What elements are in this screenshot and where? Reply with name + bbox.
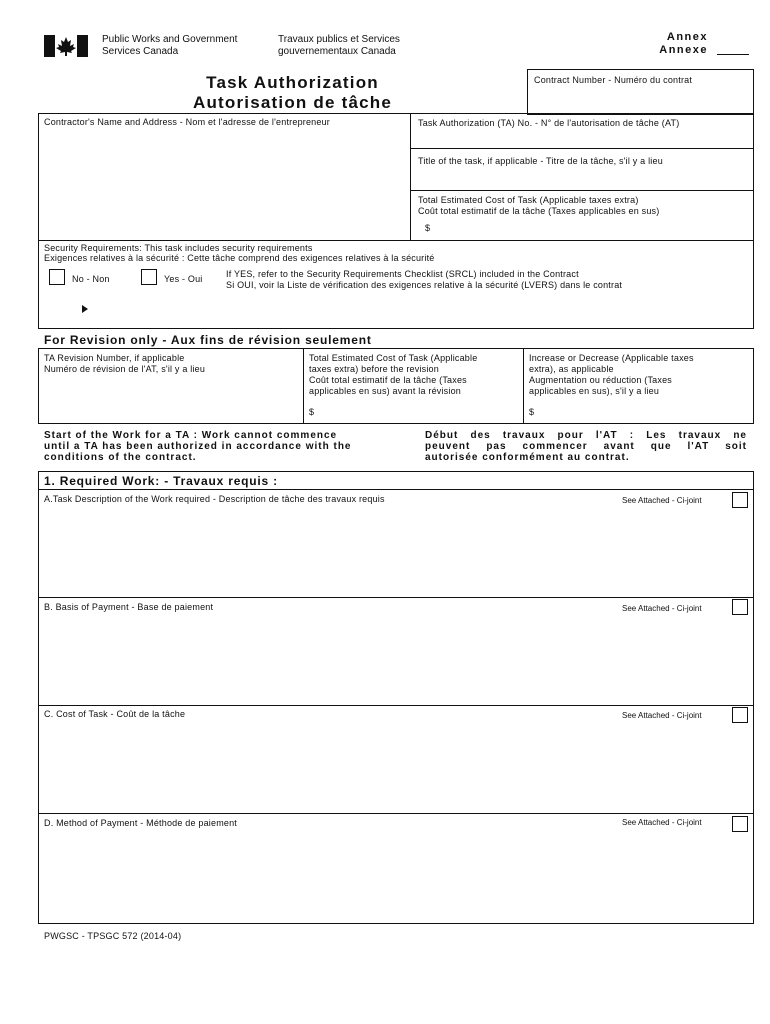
see-attached-label: See Attached - Ci-joint: [622, 818, 702, 827]
method-of-payment-attached-checkbox[interactable]: [732, 816, 748, 832]
task-description-label: A.Task Description of the Work required - Description de tâche des travaux requis: [44, 494, 385, 504]
revision-heading: For Revision only - Aux fins de révision seulement: [44, 333, 372, 347]
security-no-checkbox[interactable]: [49, 269, 65, 285]
cost-of-task-attached-checkbox[interactable]: [732, 707, 748, 723]
cost-before-revision-label: Total Estimated Cost of Task (Applicable taxes extra) before the revision Coût total estimatif de la tâche (Taxes applicables en sus) avant la révision: [309, 353, 478, 396]
ta-number-label: Task Authorization (TA) No. - N° de l'autorisation de tâche (AT): [418, 118, 680, 128]
basis-of-payment-label: B. Basis of Payment - Base de paiement: [44, 602, 214, 612]
see-attached-label: See Attached - Ci-joint: [622, 604, 702, 613]
increase-decrease-currency: $: [529, 407, 535, 417]
total-cost-label: Total Estimated Cost of Task (Applicable taxes extra) Coût total estimatif de la tâche (Taxes applicables en sus): [418, 195, 660, 216]
method-of-payment-label: D. Method of Payment - Méthode de paiement: [44, 818, 238, 828]
see-attached-label: See Attached - Ci-joint: [622, 496, 702, 505]
start-of-work-notice-fr: Début des travaux pour l'AT : Les travaux ne peuvent pas commencer avant que l'AT soit autorisée conformément au contrat.: [425, 430, 747, 463]
security-note: If YES, refer to the Security Requirements Checklist (SRCL) included in the Contract Si OUI, voir la Liste de vérification des exigences relative à la sécurité (LVERS) dans le contrat: [226, 269, 623, 290]
cost-before-revision-currency: $: [309, 407, 315, 417]
task-description-field[interactable]: [39, 490, 753, 596]
cost-of-task-field[interactable]: [39, 706, 753, 812]
security-yes-checkbox[interactable]: [141, 269, 157, 285]
contractor-name-address-field[interactable]: [39, 114, 409, 239]
annex-label: Annex Annexe: [659, 31, 708, 56]
start-of-work-notice-en: Start of the Work for a TA : Work cannot commence until a TA has been authorized in accordance with the conditions of the contract.: [44, 430, 352, 463]
total-cost-currency: $: [425, 223, 431, 233]
task-title-label: Title of the task, if applicable - Titre de la tâche, s'il y a lieu: [418, 156, 663, 166]
basis-of-payment-attached-checkbox[interactable]: [732, 599, 748, 615]
security-yes-label: Yes - Oui: [164, 274, 203, 284]
security-no-label: No - Non: [72, 274, 110, 284]
contractor-label: Contractor's Name and Address - Nom et l'adresse de l'entrepreneur: [44, 117, 330, 127]
see-attached-label: See Attached - Ci-joint: [622, 711, 702, 720]
cost-of-task-label: C. Cost of Task - Coût de la tâche: [44, 709, 186, 719]
contract-number-label: Contract Number - Numéro du contrat: [534, 75, 693, 85]
ta-revision-label: TA Revision Number, if applicable Numéro de révision de l'AT, s'il y a lieu: [44, 353, 206, 374]
dept-name-en: Public Works and Government Services Canada: [102, 34, 238, 57]
basis-of-payment-field[interactable]: [39, 598, 753, 704]
annex-line[interactable]: [717, 54, 749, 55]
security-requirements-label: Security Requirements: This task includes security requirements Exigences relatives à la sécurité : Cette tâche comprend des exigences relatives à la sécurité: [44, 243, 435, 263]
divider: [38, 240, 754, 241]
dept-name-fr: Travaux publics et Services gouvernementaux Canada: [278, 34, 400, 57]
form-title: Task Authorization Autorisation de tâche: [192, 73, 392, 112]
form-number: PWGSC - TPSGC 572 (2014-04): [44, 931, 182, 941]
method-of-payment-field[interactable]: [39, 814, 753, 923]
triangle-right-icon: [82, 305, 88, 313]
required-work-heading: 1. Required Work: - Travaux requis :: [44, 474, 278, 488]
task-description-attached-checkbox[interactable]: [732, 492, 748, 508]
increase-decrease-label: Increase or Decrease (Applicable taxes extra), as applicable Augmentation ou réduction (Taxes applicables en sus), s'il y a lieu: [529, 353, 694, 396]
canada-flag-icon: [44, 35, 88, 57]
